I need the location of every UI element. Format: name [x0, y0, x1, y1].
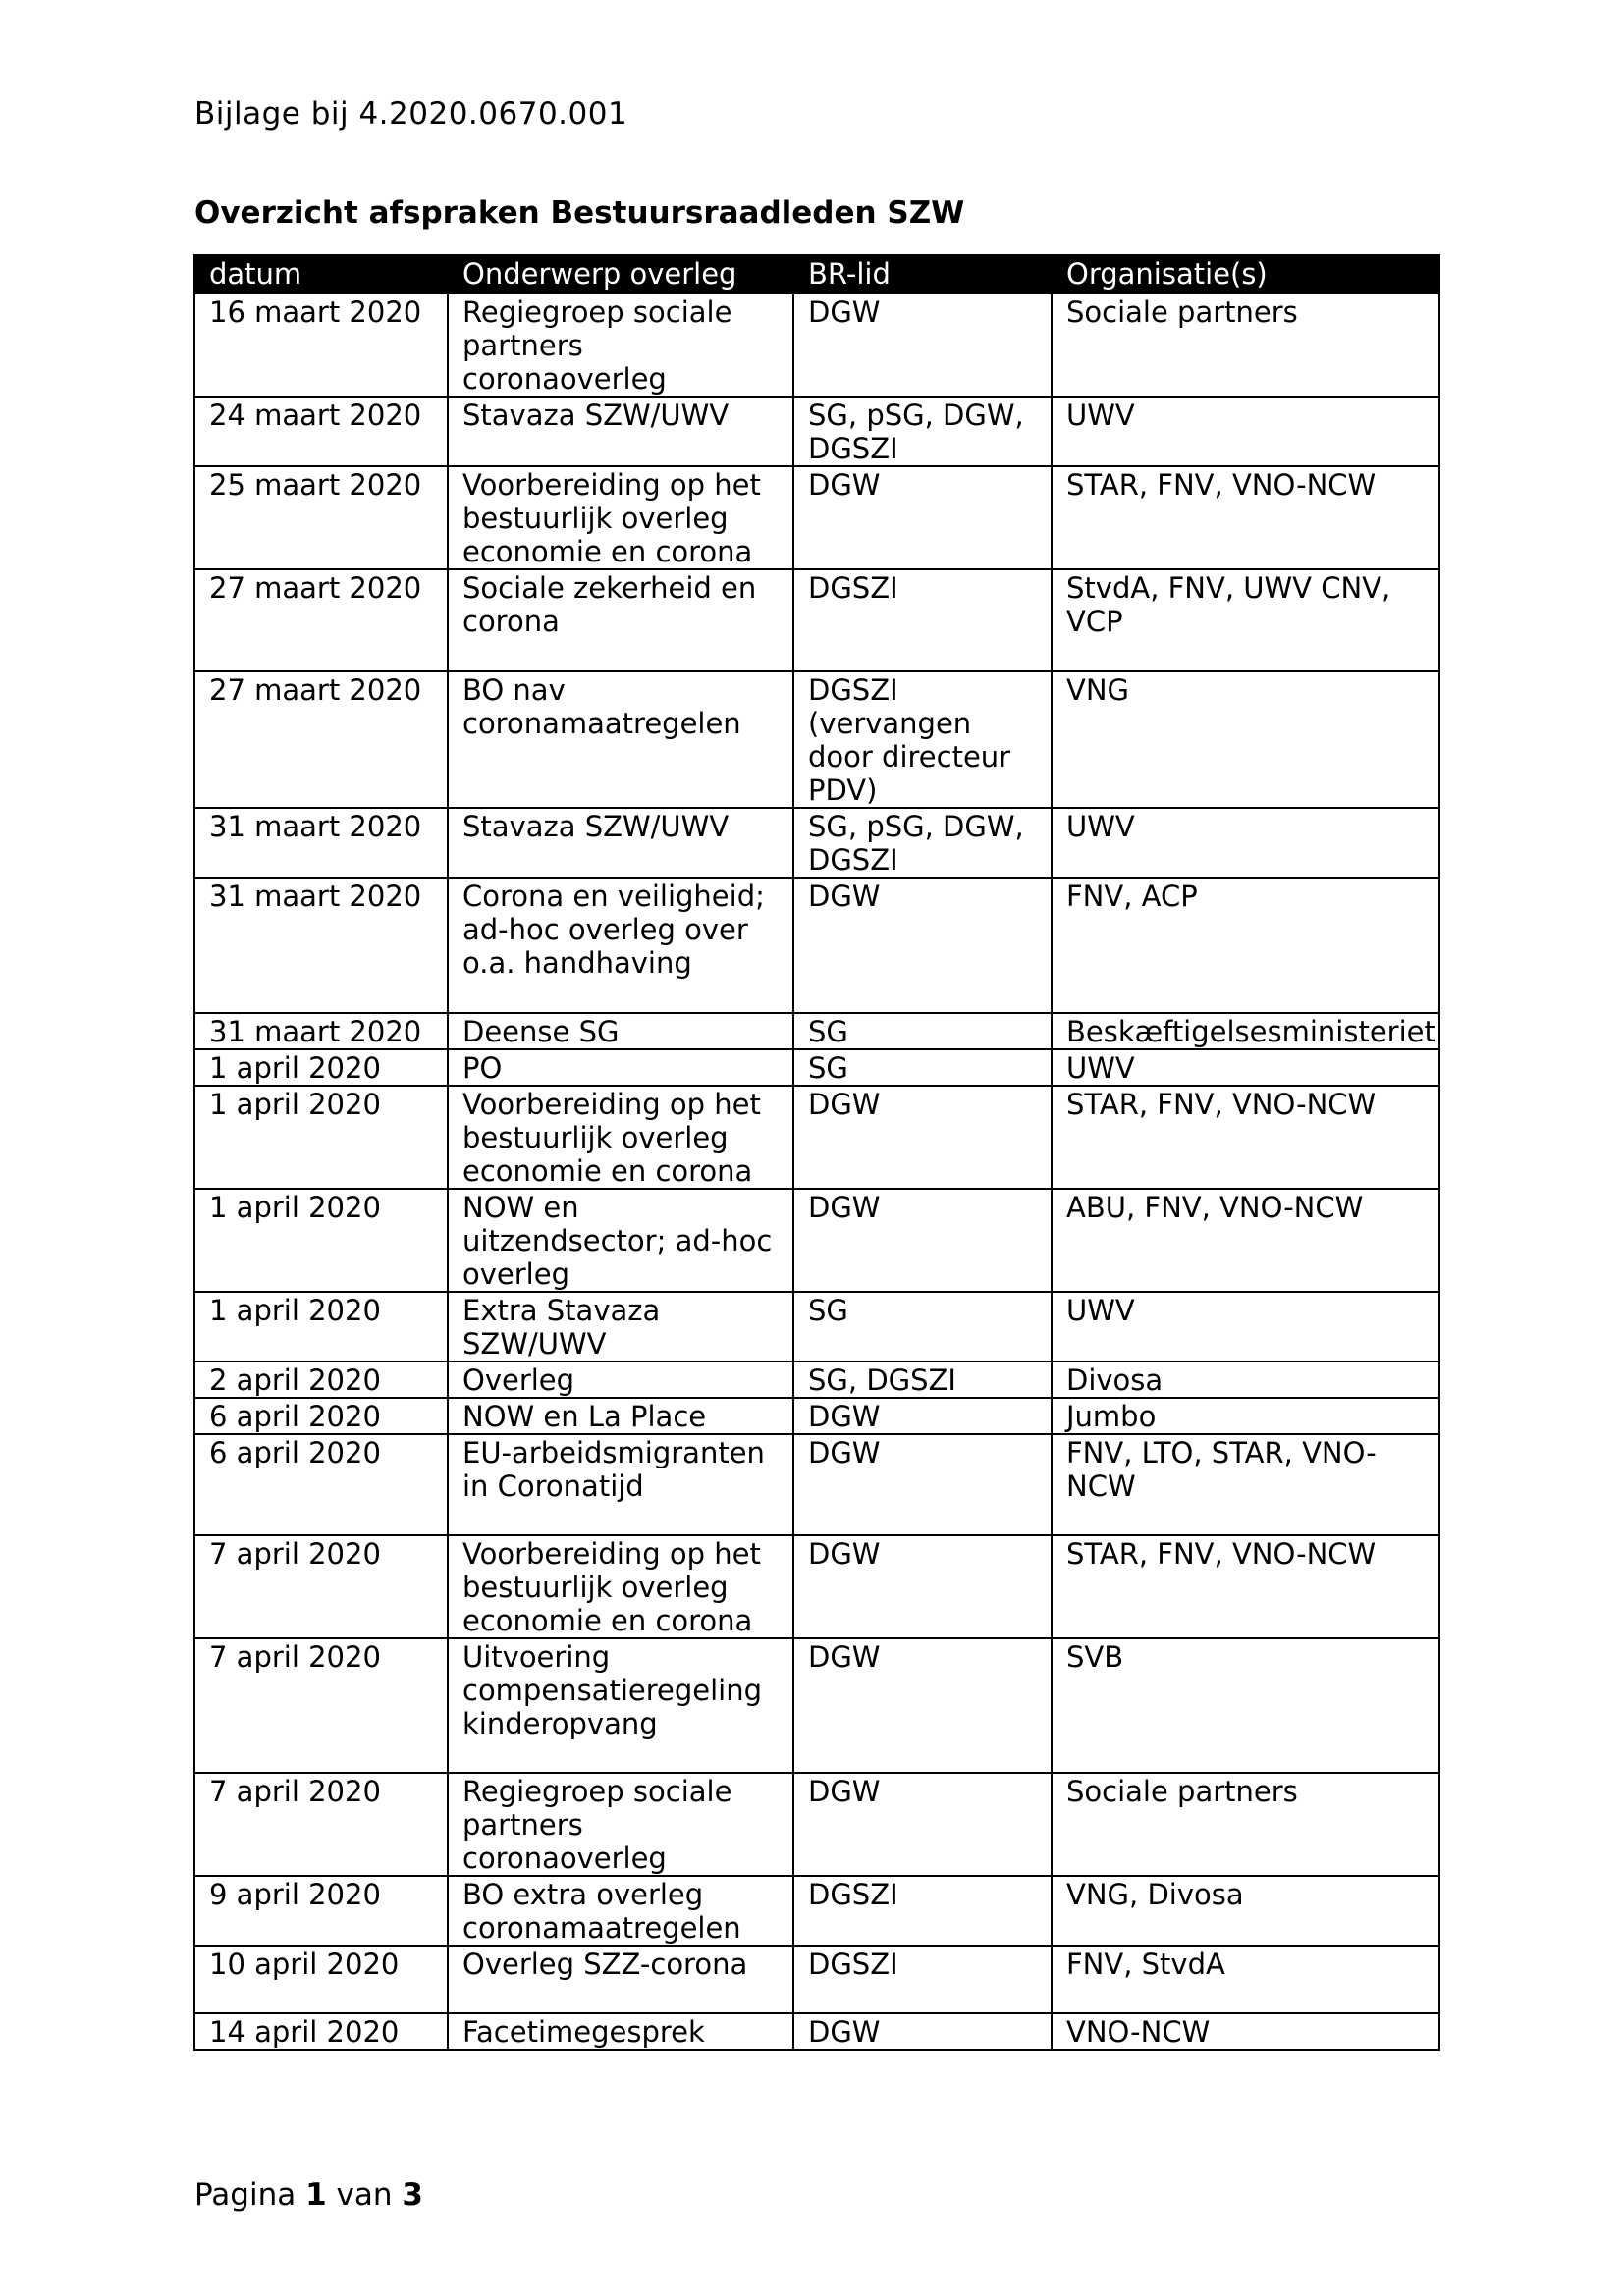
cell-date: 16 maart 2020 [194, 294, 448, 397]
cell-member: SG [793, 1013, 1052, 1049]
document-reference: Bijlage bij 4.2020.0670.001 [194, 96, 628, 132]
cell-organisation: VNG [1052, 671, 1439, 808]
cell-organisation: Beskæftigelsesministeriet [1052, 1013, 1439, 1049]
cell-subject: Stavaza SZW/UWV [448, 397, 793, 466]
table-row [194, 2013, 1439, 2050]
table-row [194, 1398, 1439, 1434]
page-current: 1 [305, 2177, 327, 2213]
cell-subject: Overleg [448, 1362, 793, 1398]
page-total: 3 [402, 2177, 423, 2213]
table-row [194, 397, 1439, 466]
cell-subject: PO [448, 1049, 793, 1086]
cell-member: SG, pSG, DGW, DGSZI [793, 397, 1052, 466]
cell-organisation: UWV [1052, 397, 1439, 466]
table-row [194, 294, 1439, 397]
appointments-table [193, 254, 1440, 2051]
cell-date: 25 maart 2020 [194, 466, 448, 569]
cell-member: SG [793, 1292, 1052, 1362]
cell-subject: Voorbereiding op het bestuurlijk overleg economie en corona [448, 1086, 793, 1189]
cell-organisation: STAR, FNV, VNO-NCW [1052, 1086, 1439, 1189]
cell-organisation: FNV, ACP [1052, 878, 1439, 1013]
cell-member: DGW [793, 878, 1052, 1013]
cell-organisation: STAR, FNV, VNO-NCW [1052, 466, 1439, 569]
cell-member: DGW [793, 1434, 1052, 1535]
cell-member: DGSZI (vervangen door directeur PDV) [793, 671, 1052, 808]
table-row [194, 1946, 1439, 2013]
cell-date: 1 april 2020 [194, 1292, 448, 1362]
cell-date: 31 maart 2020 [194, 808, 448, 878]
cell-member: DGW [793, 1535, 1052, 1638]
cell-member: SG, pSG, DGW, DGSZI [793, 808, 1052, 878]
cell-subject: Deense SG [448, 1013, 793, 1049]
cell-organisation: StvdA, FNV, UWV CNV, VCP [1052, 569, 1439, 671]
cell-member: DGW [793, 1773, 1052, 1876]
page-footer [194, 2175, 423, 2215]
cell-subject: Voorbereiding op het bestuurlijk overleg economie en corona [448, 466, 793, 569]
cell-date: 31 maart 2020 [194, 878, 448, 1013]
cell-member: DGSZI [793, 1946, 1052, 2013]
cell-date: 1 april 2020 [194, 1189, 448, 1292]
cell-organisation: FNV, StvdA [1052, 1946, 1439, 2013]
cell-date: 7 april 2020 [194, 1535, 448, 1638]
cell-subject: Extra Stavaza SZW/UWV [448, 1292, 793, 1362]
cell-subject: Stavaza SZW/UWV [448, 808, 793, 878]
table-row [194, 808, 1439, 878]
cell-date: 2 april 2020 [194, 1362, 448, 1398]
document-title: Overzicht afspraken Bestuursraadleden SZW [194, 195, 965, 231]
cell-date: 14 april 2020 [194, 2013, 448, 2050]
cell-date: 10 april 2020 [194, 1946, 448, 2013]
cell-member: DGSZI [793, 569, 1052, 671]
table-row [194, 466, 1439, 569]
cell-organisation: STAR, FNV, VNO-NCW [1052, 1535, 1439, 1638]
table-row [194, 1013, 1439, 1049]
cell-subject: Overleg SZZ-corona [448, 1946, 793, 2013]
table-header-row [194, 255, 1439, 294]
cell-organisation: Divosa [1052, 1362, 1439, 1398]
cell-subject: Uitvoering compensatieregeling kinderopvang [448, 1638, 793, 1773]
table-row [194, 569, 1439, 671]
cell-member: DGW [793, 1398, 1052, 1434]
cell-date: 27 maart 2020 [194, 569, 448, 671]
cell-date: 9 april 2020 [194, 1876, 448, 1946]
cell-subject: EU-arbeidsmigranten in Coronatijd [448, 1434, 793, 1535]
cell-subject: Regiegroep sociale partners coronaoverleg [448, 294, 793, 397]
table-row [194, 1434, 1439, 1535]
cell-date: 31 maart 2020 [194, 1013, 448, 1049]
cell-date: 7 april 2020 [194, 1638, 448, 1773]
table-row [194, 1773, 1439, 1876]
cell-date: 27 maart 2020 [194, 671, 448, 808]
cell-member: DGW [793, 1086, 1052, 1189]
table-row [194, 1292, 1439, 1362]
cell-date: 1 april 2020 [194, 1086, 448, 1189]
cell-date: 1 april 2020 [194, 1049, 448, 1086]
cell-organisation: UWV [1052, 1049, 1439, 1086]
cell-organisation: FNV, LTO, STAR, VNO-NCW [1052, 1434, 1439, 1535]
cell-member: DGW [793, 466, 1052, 569]
cell-member: DGW [793, 294, 1052, 397]
table-row [194, 1638, 1439, 1773]
cell-member: DGW [793, 1638, 1052, 1773]
cell-subject: Corona en veiligheid; ad-hoc overleg over o.a. handhaving [448, 878, 793, 1013]
cell-subject: NOW en La Place [448, 1398, 793, 1434]
table-row [194, 1362, 1439, 1398]
table-row [194, 878, 1439, 1013]
table-row [194, 671, 1439, 808]
page-label: Pagina [194, 2177, 297, 2213]
header-date: datum [194, 255, 448, 294]
table-row [194, 1535, 1439, 1638]
cell-subject: BO nav coronamaatregelen [448, 671, 793, 808]
table-row [194, 1876, 1439, 1946]
table-row [194, 1189, 1439, 1292]
header-organisation: Organisatie(s) [1052, 255, 1439, 294]
cell-member: SG [793, 1049, 1052, 1086]
cell-member: DGW [793, 2013, 1052, 2050]
cell-organisation: ABU, FNV, VNO-NCW [1052, 1189, 1439, 1292]
cell-subject: BO extra overleg coronamaatregelen [448, 1876, 793, 1946]
cell-organisation: UWV [1052, 808, 1439, 878]
cell-organisation: VNO-NCW [1052, 2013, 1439, 2050]
header-subject: Onderwerp overleg [448, 255, 793, 294]
cell-date: 6 april 2020 [194, 1434, 448, 1535]
table-row [194, 1086, 1439, 1189]
cell-organisation: Sociale partners [1052, 294, 1439, 397]
cell-member: DGSZI [793, 1876, 1052, 1946]
header-member: BR-lid [793, 255, 1052, 294]
cell-date: 7 april 2020 [194, 1773, 448, 1876]
cell-member: DGW [793, 1189, 1052, 1292]
cell-member: SG, DGSZI [793, 1362, 1052, 1398]
cell-organisation: VNG, Divosa [1052, 1876, 1439, 1946]
cell-subject: Voorbereiding op het bestuurlijk overleg economie en corona [448, 1535, 793, 1638]
cell-date: 6 april 2020 [194, 1398, 448, 1434]
cell-subject: NOW en uitzendsector; ad-hoc overleg [448, 1189, 793, 1292]
cell-organisation: SVB [1052, 1638, 1439, 1773]
cell-date: 24 maart 2020 [194, 397, 448, 466]
cell-subject: Regiegroep sociale partners coronaoverleg [448, 1773, 793, 1876]
page-of-label: van [336, 2177, 393, 2213]
cell-organisation: Sociale partners [1052, 1773, 1439, 1876]
cell-organisation: UWV [1052, 1292, 1439, 1362]
cell-organisation: Jumbo [1052, 1398, 1439, 1434]
table-row [194, 1049, 1439, 1086]
cell-subject: Facetimegesprek [448, 2013, 793, 2050]
cell-subject: Sociale zekerheid en corona [448, 569, 793, 671]
